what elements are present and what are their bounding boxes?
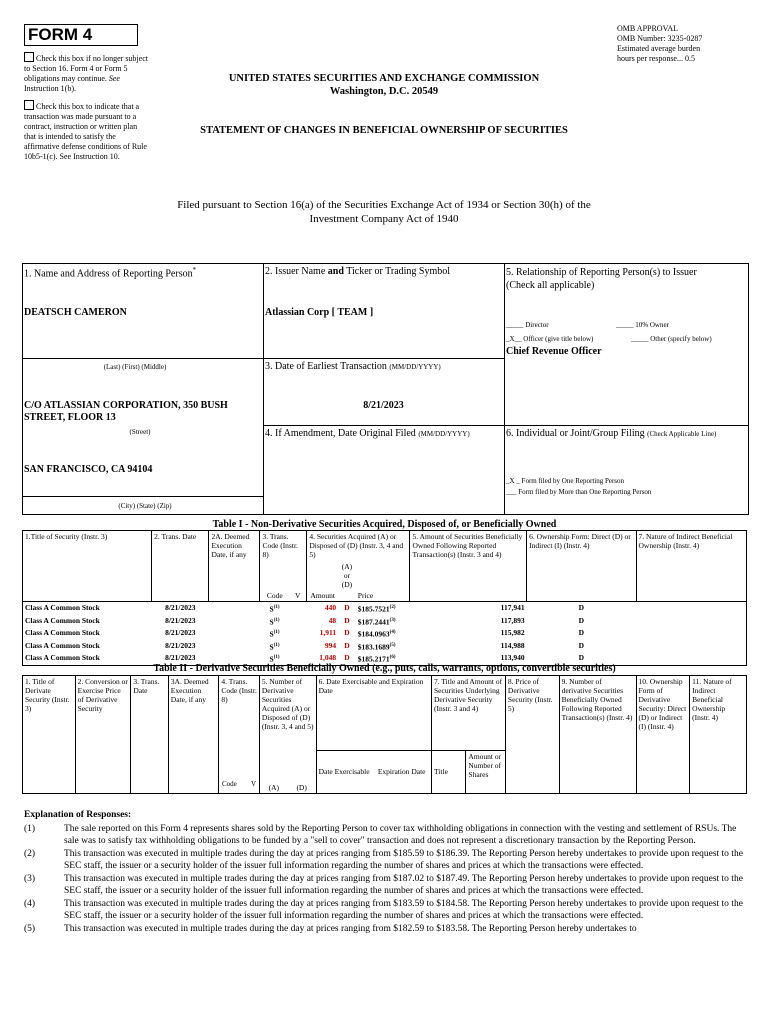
t2-h6: 6. Date Exercisable and Expiration Date (316, 676, 431, 751)
reporting-city: SAN FRANCISCO, CA 94104 (24, 464, 153, 475)
city-caption: (City) (State) (Zip) (118, 502, 172, 510)
agency-heading (150, 72, 618, 98)
row-price-footnote[interactable]: (6) (389, 655, 396, 660)
checkbox-16-instr: Instruction 1(b). (24, 84, 76, 93)
box1-label: 1. Name and Address of Reporting Person* (24, 266, 197, 280)
street-caption: (Street) (129, 428, 151, 436)
row-ad: D (344, 603, 350, 612)
table1 (22, 530, 747, 666)
row-form: D (578, 603, 585, 612)
checkbox-10b5-1[interactable] (24, 100, 150, 162)
row-ad: D (344, 640, 350, 650)
filed-line-2: Investment Company Act of 1940 (309, 213, 459, 225)
row-date: 8/21/2023 (165, 640, 196, 650)
row-price-footnote[interactable]: (4) (389, 630, 396, 635)
t1-sub-price: Price (356, 590, 410, 602)
checkbox-16-see: See (108, 74, 120, 83)
row-date: 8/21/2023 (165, 615, 196, 625)
footnote-item (24, 848, 752, 872)
row-date: 8/21/2023 (165, 653, 196, 662)
t1-h2: 2. Trans. Date (152, 531, 209, 602)
filed-pursuant (100, 198, 668, 226)
table1-title: Table I - Non-Derivative Securities Acquired, Disposed of, or Beneficially Owned (212, 519, 557, 530)
row-form: D (578, 640, 585, 650)
row-amount: 440 (324, 603, 337, 612)
table-row (23, 627, 747, 640)
row-title: Class A Common Stock (25, 615, 100, 625)
footnote-num: (3) (24, 874, 36, 884)
statement-title: STATEMENT OF CHANGES IN BENEFICIAL OWNERSHIP OF SECURITIES (200, 125, 568, 136)
row-amount: 1,911 (319, 628, 337, 637)
row-code: S (269, 629, 274, 639)
footnote-list (24, 823, 752, 935)
ten-percent-owner-option[interactable]: _____ 10% Owner (616, 321, 669, 329)
row-price: $185.2171 (357, 654, 390, 664)
row-title: Class A Common Stock (25, 628, 100, 637)
filing-option-group[interactable]: ___ Form filed by More than One Reporting Person (506, 488, 652, 496)
row-date: 8/21/2023 (165, 628, 196, 637)
row-form: D (578, 615, 585, 625)
box4-label: 4. If Amendment, Date Original Filed (MM/DD/YYYY) (265, 428, 470, 439)
row-code: S (269, 604, 274, 614)
row-title: Class A Common Stock (25, 653, 100, 662)
row-code-footnote[interactable]: (1) (273, 642, 280, 648)
omb-line-1: OMB APPROVAL (617, 24, 678, 33)
row-amount: 994 (324, 640, 337, 650)
officer-option[interactable]: _X__ Officer (give title below) (506, 335, 594, 343)
row-amount: 48 (328, 615, 337, 625)
t1-sub-aord: (A) or (D) (341, 562, 353, 589)
t2-sub-code: Code (222, 780, 237, 788)
row-form: D (578, 653, 585, 662)
checkbox-10b5-label: Check this box to indicate that a transaction was made pursuant to a contract, instruction or written plan that is intended to satisfy the affirmative defense conditions of Rule 10b5-1(c). See Instruction 10. (24, 102, 147, 161)
table1-header-row (23, 531, 747, 561)
table-row (23, 640, 747, 653)
form-title-box (24, 24, 138, 46)
reporting-address: C/O ATLASSIAN CORPORATION, 350 BUSH STREET, FLOOR 13 (24, 400, 228, 423)
t1-h4: 4. Securities Acquired (A) or Disposed of (D) (Instr. 3, 4 and 5) (307, 531, 410, 561)
table-row (23, 602, 747, 615)
t2-h5: 5. Number of Derivative Securities Acquired (A) or Disposed of (D) (Instr. 3, 4 and 5) (259, 676, 316, 751)
officer-title: Chief Revenue Officer (506, 346, 602, 357)
t2-sub-amt: Amount or Number of Shares (466, 750, 505, 793)
t2-h3: 3. Trans. Date (131, 676, 168, 794)
t1-sub-code: Code (266, 591, 283, 600)
t2-sub-v: V (251, 780, 257, 788)
agency-city: Washington, D.C. 20549 (329, 86, 439, 97)
table2-header-row (23, 676, 747, 751)
footnote-item (24, 923, 752, 935)
t1-h3: 3. Trans. Code (Instr. 8) (260, 531, 307, 561)
filing-option-one[interactable]: _X _ Form filed by One Reporting Person (506, 477, 625, 485)
t2-sub-d: (D) (288, 750, 316, 793)
checkbox-16-label: Check this box if no longer subject to Section 16. Form 4 or Form 5 obligations may continue. (24, 54, 148, 83)
t1-h5: 5. Amount of Securities Beneficially Owned Following Reported Transaction(s) (Instr. 3 and 4) (410, 531, 527, 602)
row-code: S (269, 642, 274, 651)
row-owned: 117,893 (500, 615, 525, 625)
row-form: D (578, 628, 585, 637)
other-option[interactable]: _____ Other (specify below) (631, 335, 712, 343)
checkbox-icon[interactable] (24, 52, 34, 62)
row-code-footnote[interactable]: (1) (273, 605, 280, 610)
filed-line-1: Filed pursuant to Section 16(a) of the Securities Exchange Act of 1934 or Section 30(h) of the (177, 199, 591, 211)
footnote-num: (1) (24, 824, 36, 834)
t2-h3a: 3A. Deemed Execution Date, if any (168, 676, 219, 794)
row-price-footnote[interactable]: (3) (389, 617, 396, 623)
row-title: Class A Common Stock (25, 640, 100, 650)
row-code: S (269, 654, 274, 664)
t2-h2: 2. Conversion or Exercise Price of Derivative Security (75, 676, 131, 794)
t2-h4: 4. Trans. Code (Instr. 8) (219, 676, 259, 794)
t2-sub-title: Title (432, 750, 466, 793)
row-price-footnote[interactable]: (2) (389, 605, 396, 610)
row-date: 8/21/2023 (165, 603, 196, 612)
director-option[interactable]: _____ Director (506, 321, 549, 329)
row-price: $187.2441 (357, 617, 390, 626)
row-owned: 117,941 (500, 603, 525, 612)
omb-approval (617, 24, 757, 64)
omb-line-2: OMB Number: 3235-0287 (617, 34, 703, 43)
name-caption: (Last) (First) (Middle) (103, 363, 167, 371)
footnote-num: (4) (24, 899, 36, 909)
table1-body (23, 602, 747, 666)
t2-h1: 1. Title of Derivate Security (Instr. 3) (23, 676, 76, 794)
footnote-text: The sale reported on this Form 4 represents shares sold by the Reporting Person to cover tax withholding obligations in connection with the vesting and settlement of RSUs. The sale was to satisfy tax withholding obligations to be funded by a "sell to cover" transaction and does not represent a discretionary transaction by the Reporting Person. (64, 824, 737, 846)
footnote-item (24, 823, 752, 847)
omb-line-3: Estimated average burden (617, 44, 701, 53)
footnote-item (24, 898, 752, 922)
t2-h8: 8. Price of Derivative Security (Instr. 5) (505, 676, 559, 794)
row-code-footnote[interactable]: (1) (273, 630, 280, 635)
footnote-text: This transaction was executed in multiple trades during the day at prices ranging from $185.59 to $186.39. The Reporting Person hereby undertakes to provide upon request to the SEC staff, the issuer or a security holder of the issuer full information regarding the number of shares and prices at which the transactions were effected. (64, 849, 743, 871)
footnote-item (24, 873, 752, 897)
row-ad: D (344, 615, 350, 625)
issuer-name: Atlassian Corp [ TEAM ] (265, 307, 374, 318)
t2-sub-exp: Expiration Date (376, 750, 432, 793)
checkbox-section-16[interactable] (24, 52, 150, 94)
row-price: $185.7521 (357, 604, 390, 614)
t2-sub-exer: Date Exercisable (316, 750, 376, 793)
row-price-footnote[interactable]: (5) (389, 642, 396, 648)
agency-name: UNITED STATES SECURITIES AND EXCHANGE COMMISSION (228, 73, 540, 84)
row-owned: 114,988 (500, 640, 525, 650)
form-title: FORM 4 (28, 25, 93, 44)
table2-title: Table II - Derivative Securities Beneficially Owned (e.g., puts, calls, warrants, options, convertible securities) (153, 663, 616, 674)
box1-mark: * (192, 266, 197, 274)
reporting-person-name: DEATSCH CAMERON (24, 307, 127, 318)
t1-h2a: 2A. Deemed Execution Date, if any (209, 531, 260, 602)
box6-label: 6. Individual or Joint/Group Filing (Check Applicable Line) (506, 428, 717, 439)
footnote-num: (2) (24, 849, 36, 859)
t2-h9: 9. Number of derivative Securities Beneficially Owned Following Reported Transaction(s) (Instr. 4) (559, 676, 636, 794)
checkbox-icon[interactable] (24, 100, 34, 110)
row-price: $184.0963 (357, 629, 390, 639)
footnote-text: This transaction was executed in multiple trades during the day at prices ranging from $187.02 to $187.49. The Reporting Person hereby undertakes to provide upon request to the SEC staff, the issuer or a security holder of the issuer full information regarding the number of shares and prices at which the transactions were effected. (64, 874, 743, 896)
table2 (22, 675, 747, 794)
footnote-text: This transaction was executed in multiple trades during the day at prices ranging from $182.59 to $183.58. The Reporting Person hereby undertakes to (64, 924, 637, 934)
footnote-text: This transaction was executed in multiple trades during the day at prices ranging from $183.59 to $184.58. The Reporting Person hereby undertakes to provide upon request to the SEC staff, the issuer or a security holder of the issuer full information regarding the number of shares and prices at which the transactions were effected. (64, 899, 743, 921)
box2-label: 2. Issuer Name and Ticker or Trading Symbol (265, 266, 451, 277)
explanation-heading: Explanation of Responses: (24, 810, 132, 820)
row-code-footnote[interactable]: (1) (273, 655, 280, 660)
reporting-grid (22, 263, 749, 515)
earliest-transaction-date: 8/21/2023 (363, 400, 404, 411)
omb-line-4: hours per response... 0.5 (617, 54, 695, 63)
t1-h6: 6. Ownership Form: Direct (D) or Indirect (I) (Instr. 4) (527, 531, 636, 602)
row-ad: D (344, 653, 350, 662)
t2-sub-a: (A) (268, 782, 280, 792)
t1-sub-v: V (289, 590, 307, 602)
row-ad: D (344, 628, 350, 637)
row-price: $183.1689 (357, 642, 390, 651)
t2-h10: 10. Ownership Form of Derivative Security: Direct (D) or Indirect (I) (Instr. 4) (636, 676, 690, 794)
box3-label: 3. Date of Earliest Transaction (MM/DD/YYYY) (265, 361, 441, 372)
t1-h7: 7. Nature of Indirect Beneficial Ownership (Instr. 4) (638, 532, 733, 550)
row-owned: 113,940 (500, 653, 525, 662)
row-amount: 1,048 (319, 653, 337, 662)
row-code: S (269, 617, 274, 626)
row-owned: 115,982 (500, 628, 525, 637)
footnote-num: (5) (24, 924, 36, 934)
row-code-footnote[interactable]: (1) (273, 617, 280, 623)
t2-h11: 11. Nature of Indirect Beneficial Ownership (Instr. 4) (692, 677, 732, 722)
box5-label: 5. Relationship of Reporting Person(s) to Issuer (Check all applicable) (506, 267, 697, 291)
row-title: Class A Common Stock (25, 603, 100, 612)
table-row (23, 615, 747, 628)
t1-h1: 1.Title of Security (Instr. 3) (23, 531, 152, 602)
t1-sub-amount: Amount (310, 591, 336, 600)
t2-h7: 7. Title and Amount of Securities Underlying Derivative Security (Instr. 3 and 4) (432, 676, 506, 751)
